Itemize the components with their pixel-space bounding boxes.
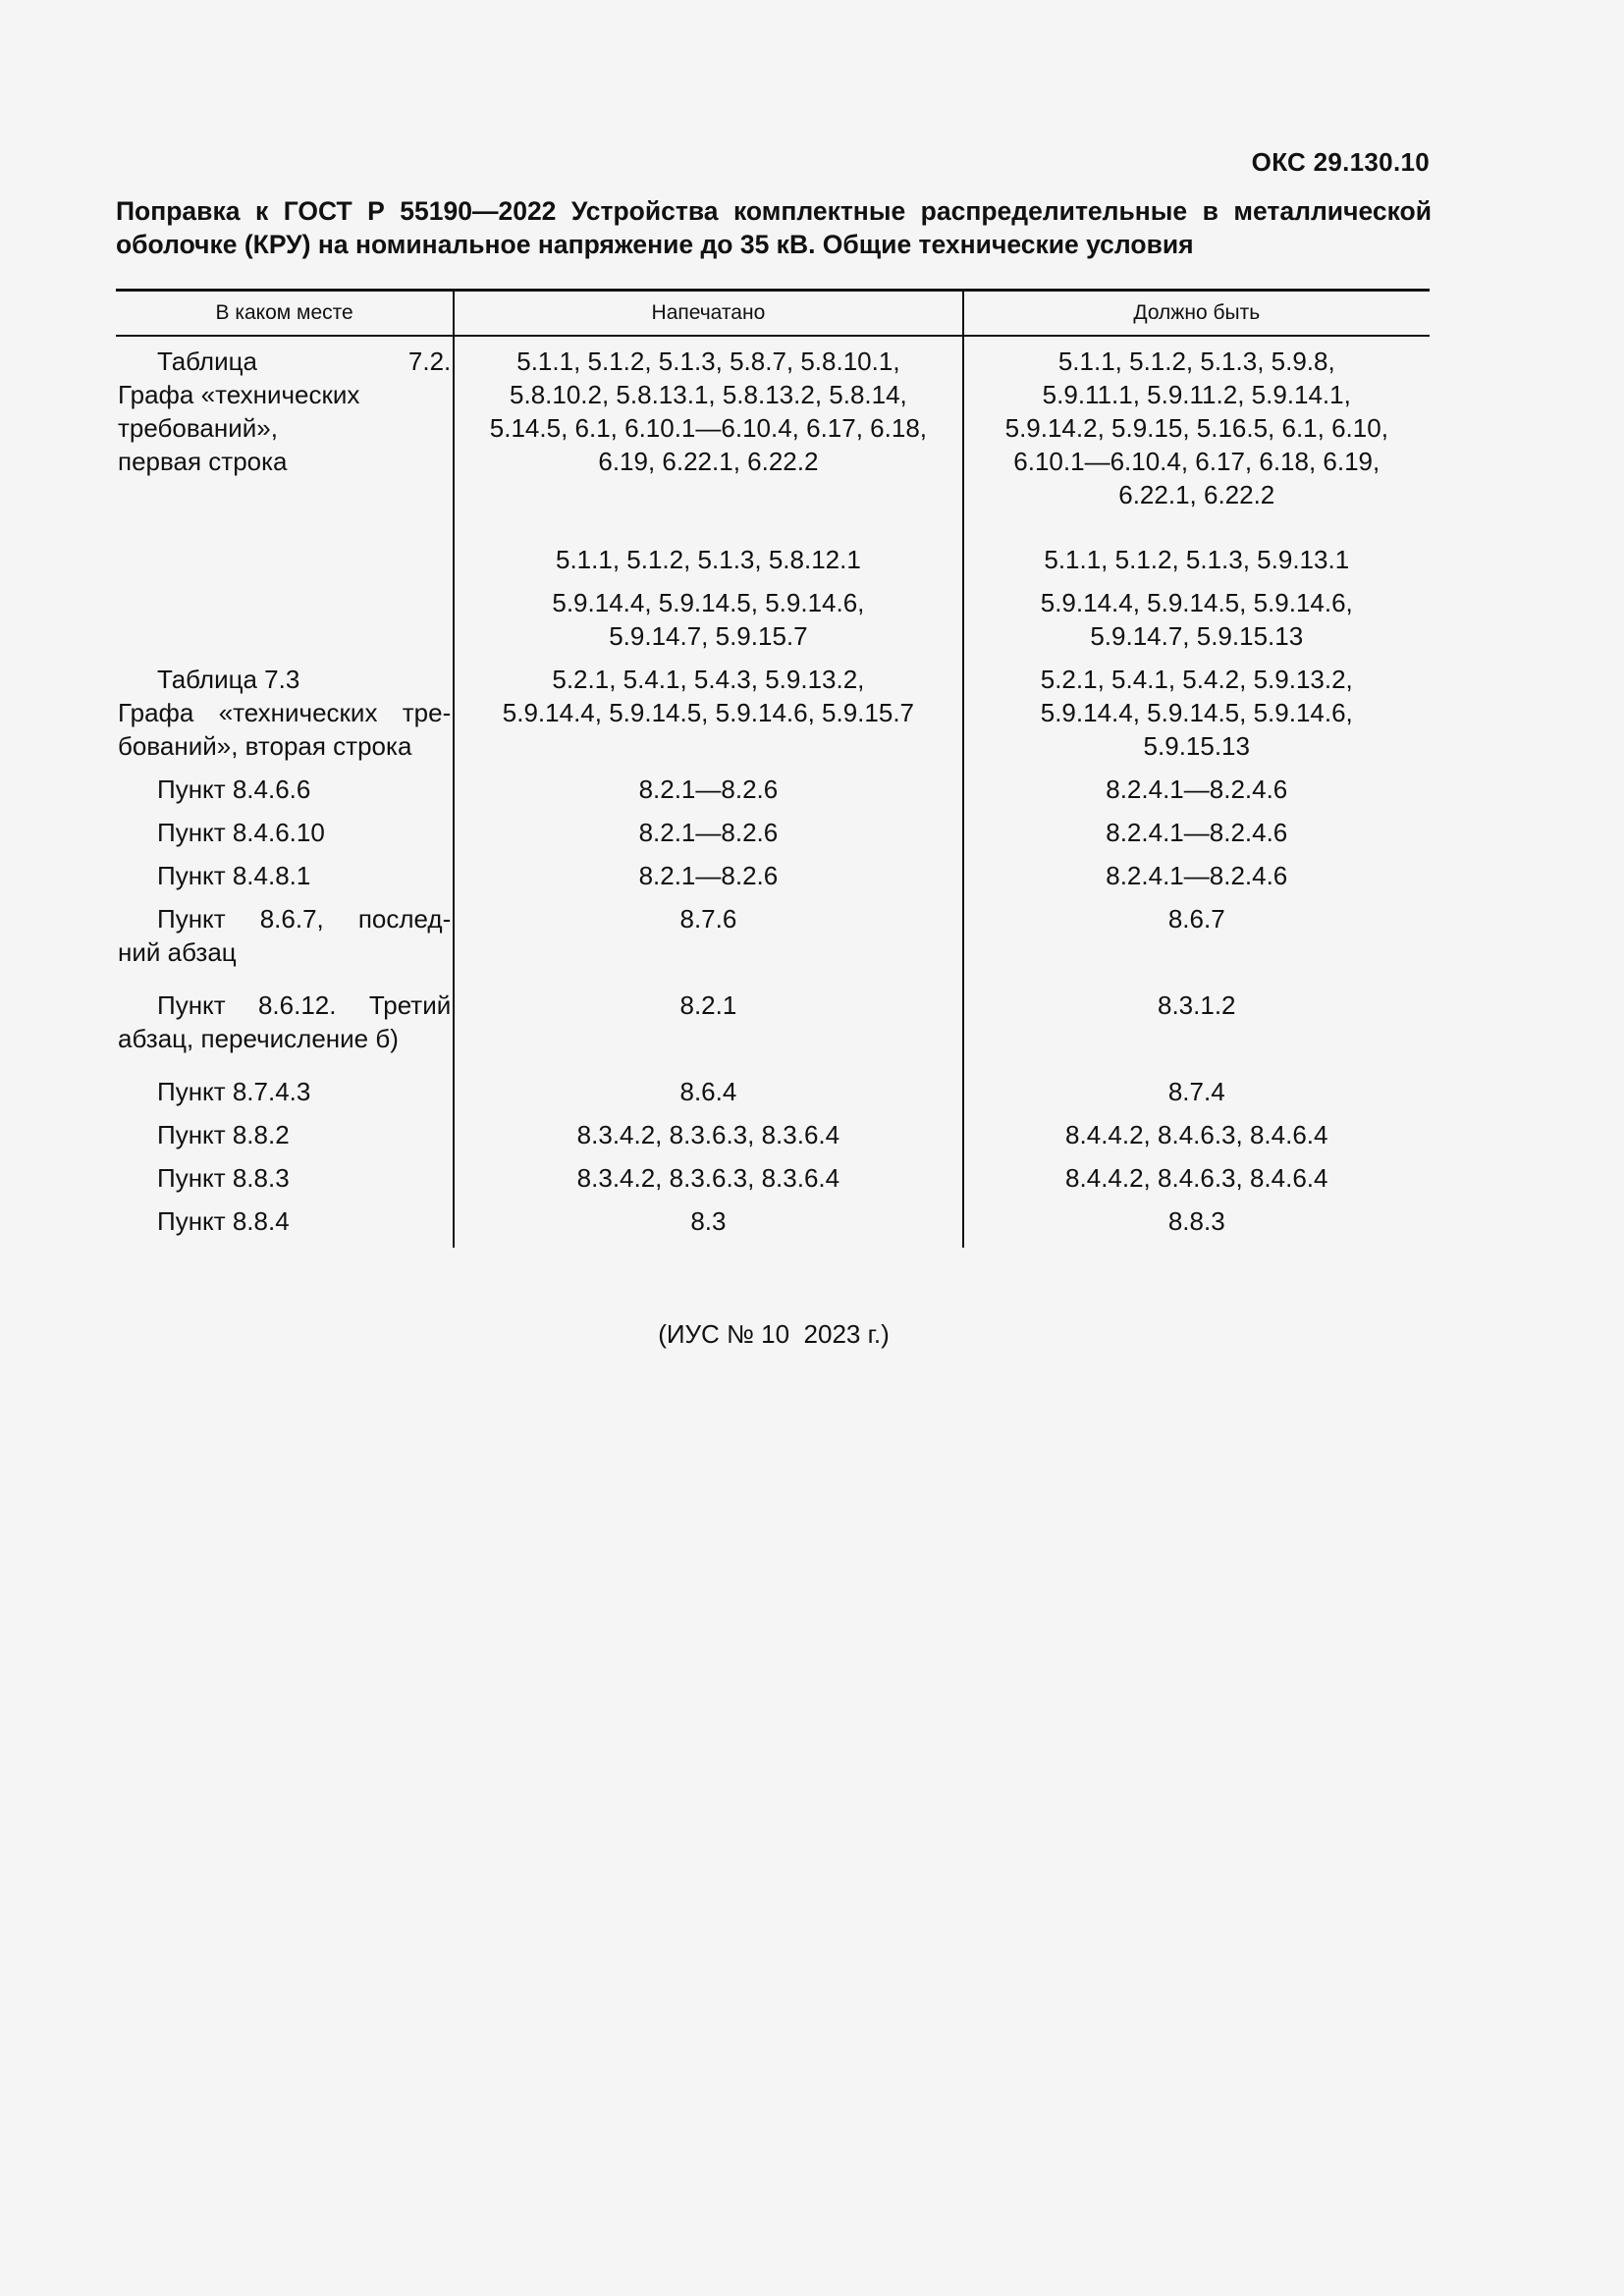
- printed-cell: [454, 525, 962, 576]
- should-be-cell: [963, 849, 1430, 892]
- amendment-table: [116, 289, 1430, 1248]
- cell-line: 8.2.1—8.2.6: [638, 861, 779, 890]
- cell-line: Графа «технических: [118, 380, 360, 409]
- cell-line: 8.3.1.2: [1158, 990, 1236, 1020]
- cell-line: 5.9.14.4, 5.9.14.5, 5.9.14.6,: [1040, 698, 1353, 727]
- cell-line: Пункт 8.4.6.10: [157, 818, 325, 847]
- place-cell: [116, 653, 454, 763]
- table-row: [116, 1065, 1430, 1108]
- cell-line: Пункт 8.6.12. Третий: [157, 990, 452, 1020]
- place-cell: [116, 979, 454, 1065]
- cell-line: 8.2.1—8.2.6: [638, 774, 779, 804]
- cell-line: 8.2.1: [679, 990, 737, 1020]
- should-be-cell: [963, 525, 1430, 576]
- place-cell: [116, 336, 454, 525]
- cell-line: Пункт 8.4.8.1: [157, 861, 311, 890]
- cell-line: 5.9.14.7, 5.9.15.13: [1090, 621, 1304, 651]
- cell-line: 5.9.14.4, 5.9.14.5, 5.9.14.6,: [1040, 588, 1353, 617]
- cell-line: 5.8.10.2, 5.8.13.1, 5.8.13.2, 5.8.14,: [510, 380, 907, 409]
- printed-cell: [454, 336, 962, 525]
- table-body: [116, 336, 1430, 1248]
- table-row: [116, 849, 1430, 892]
- place-cell: [116, 763, 454, 806]
- place-cell: [116, 1151, 454, 1195]
- cell-line: Пункт 8.8.4: [157, 1206, 290, 1236]
- ius-reference: (ИУС № 10 2023 г.): [658, 1319, 890, 1349]
- cell-line: 5.2.1, 5.4.1, 5.4.2, 5.9.13.2,: [1040, 665, 1353, 694]
- cell-line: 6.22.1, 6.22.2: [1118, 480, 1275, 509]
- cell-line: 8.4.4.2, 8.4.6.3, 8.4.6.4: [1065, 1163, 1328, 1193]
- cell-line: 8.6.7: [1167, 904, 1225, 934]
- table-row: [116, 892, 1430, 979]
- cell-line: требований»,: [118, 413, 278, 443]
- cell-line: 8.2.4.1—8.2.4.6: [1106, 818, 1288, 847]
- should-be-cell: [963, 576, 1430, 653]
- place-cell: [116, 525, 454, 576]
- should-be-cell: [963, 1108, 1430, 1151]
- printed-cell: [454, 1151, 962, 1195]
- cell-line: 8.8.3: [1167, 1206, 1225, 1236]
- column-header-place: В каком месте: [116, 291, 454, 337]
- should-be-cell: [963, 1151, 1430, 1195]
- printed-cell: [454, 849, 962, 892]
- cell-line: Пункт 8.8.3: [157, 1163, 290, 1193]
- cell-line: Пункт 8.4.6.6: [157, 774, 311, 804]
- cell-line: Графа «технических тре-: [118, 698, 452, 727]
- cell-line: 8.7.4: [1167, 1077, 1225, 1106]
- printed-cell: [454, 763, 962, 806]
- printed-cell: [454, 892, 962, 979]
- cell-line: 5.1.1, 5.1.2, 5.1.3, 5.8.12.1: [556, 545, 861, 574]
- place-cell: [116, 806, 454, 849]
- place-cell: [116, 1108, 454, 1151]
- printed-cell: [454, 576, 962, 653]
- should-be-cell: [963, 1195, 1430, 1248]
- column-header-printed: Напечатано: [454, 291, 962, 337]
- table-row: [116, 806, 1430, 849]
- cell-line: Таблица 7.3: [157, 665, 300, 694]
- printed-cell: [454, 653, 962, 763]
- cell-line: 8.3.4.2, 8.3.6.3, 8.3.6.4: [576, 1120, 840, 1149]
- cell-line: 5.2.1, 5.4.1, 5.4.3, 5.9.13.2,: [552, 665, 865, 694]
- cell-line: 8.3: [690, 1206, 727, 1236]
- printed-cell: [454, 979, 962, 1065]
- table-row: [116, 1151, 1430, 1195]
- cell-line: абзац, перечисление б): [118, 1024, 399, 1053]
- cell-line: 8.7.6: [679, 904, 737, 934]
- cell-line: 5.1.1, 5.1.2, 5.1.3, 5.9.13.1: [1044, 545, 1350, 574]
- table-row: [116, 336, 1430, 525]
- should-be-cell: [963, 892, 1430, 979]
- cell-line: Пункт 8.6.7, послед-: [157, 904, 452, 934]
- should-be-cell: [963, 653, 1430, 763]
- cell-line: первая строка: [118, 447, 288, 476]
- printed-cell: [454, 806, 962, 849]
- cell-line: 8.6.4: [679, 1077, 737, 1106]
- printed-cell: [454, 1065, 962, 1108]
- should-be-cell: [963, 806, 1430, 849]
- cell-line: Таблица 7.2.: [157, 347, 452, 376]
- table-row: [116, 979, 1430, 1065]
- table-row: [116, 525, 1430, 576]
- should-be-cell: [963, 763, 1430, 806]
- printed-cell: [454, 1195, 962, 1248]
- document-title: Поправка к ГОСТ Р 55190—2022 Устройства комплектные распределительные в металлической оболочке (КРУ) на номинальное напряжение до 35 кВ. Общие технические условия: [116, 196, 1432, 259]
- cell-line: 5.9.15.13: [1143, 731, 1250, 761]
- cell-line: 5.9.14.4, 5.9.14.5, 5.9.14.6,: [552, 588, 865, 617]
- place-cell: [116, 1195, 454, 1248]
- cell-line: 5.9.11.1, 5.9.11.2, 5.9.14.1,: [1042, 380, 1351, 409]
- table-row: [116, 653, 1430, 763]
- cell-line: 6.10.1—6.10.4, 6.17, 6.18, 6.19,: [1013, 447, 1380, 476]
- cell-line: бований», вторая строка: [118, 731, 412, 761]
- cell-line: Пункт 8.8.2: [157, 1120, 290, 1149]
- cell-line: 5.9.14.7, 5.9.15.7: [609, 621, 808, 651]
- printed-cell: [454, 1108, 962, 1151]
- cell-line: 8.3.4.2, 8.3.6.3, 8.3.6.4: [576, 1163, 840, 1193]
- cell-line: 8.2.4.1—8.2.4.6: [1106, 774, 1288, 804]
- table-row: [116, 1195, 1430, 1248]
- place-cell: [116, 576, 454, 653]
- classification-code: ОКС 29.130.10: [1251, 147, 1430, 177]
- cell-line: 5.9.14.4, 5.9.14.5, 5.9.14.6, 5.9.15.7: [502, 698, 915, 727]
- cell-line: ний абзац: [118, 937, 237, 967]
- cell-line: 5.1.1, 5.1.2, 5.1.3, 5.9.8,: [1057, 347, 1335, 376]
- table-row: [116, 576, 1430, 653]
- place-cell: [116, 849, 454, 892]
- place-cell: [116, 892, 454, 979]
- should-be-cell: [963, 336, 1430, 525]
- column-header-should-be: Должно быть: [963, 291, 1430, 337]
- cell-line: 5.9.14.2, 5.9.15, 5.16.5, 6.1, 6.10,: [1004, 413, 1388, 443]
- place-cell: [116, 1065, 454, 1108]
- cell-line: 8.4.4.2, 8.4.6.3, 8.4.6.4: [1065, 1120, 1328, 1149]
- cell-line: 6.19, 6.22.1, 6.22.2: [598, 447, 819, 476]
- cell-line: 8.2.1—8.2.6: [638, 818, 779, 847]
- table-row: [116, 763, 1430, 806]
- should-be-cell: [963, 979, 1430, 1065]
- cell-line: Пункт 8.7.4.3: [157, 1077, 311, 1106]
- cell-line: 5.1.1, 5.1.2, 5.1.3, 5.8.7, 5.8.10.1,: [516, 347, 900, 376]
- table-header-row: [116, 291, 1430, 337]
- should-be-cell: [963, 1065, 1430, 1108]
- cell-line: 8.2.4.1—8.2.4.6: [1106, 861, 1288, 890]
- table-row: [116, 1108, 1430, 1151]
- cell-line: 5.14.5, 6.1, 6.10.1—6.10.4, 6.17, 6.18,: [489, 413, 928, 443]
